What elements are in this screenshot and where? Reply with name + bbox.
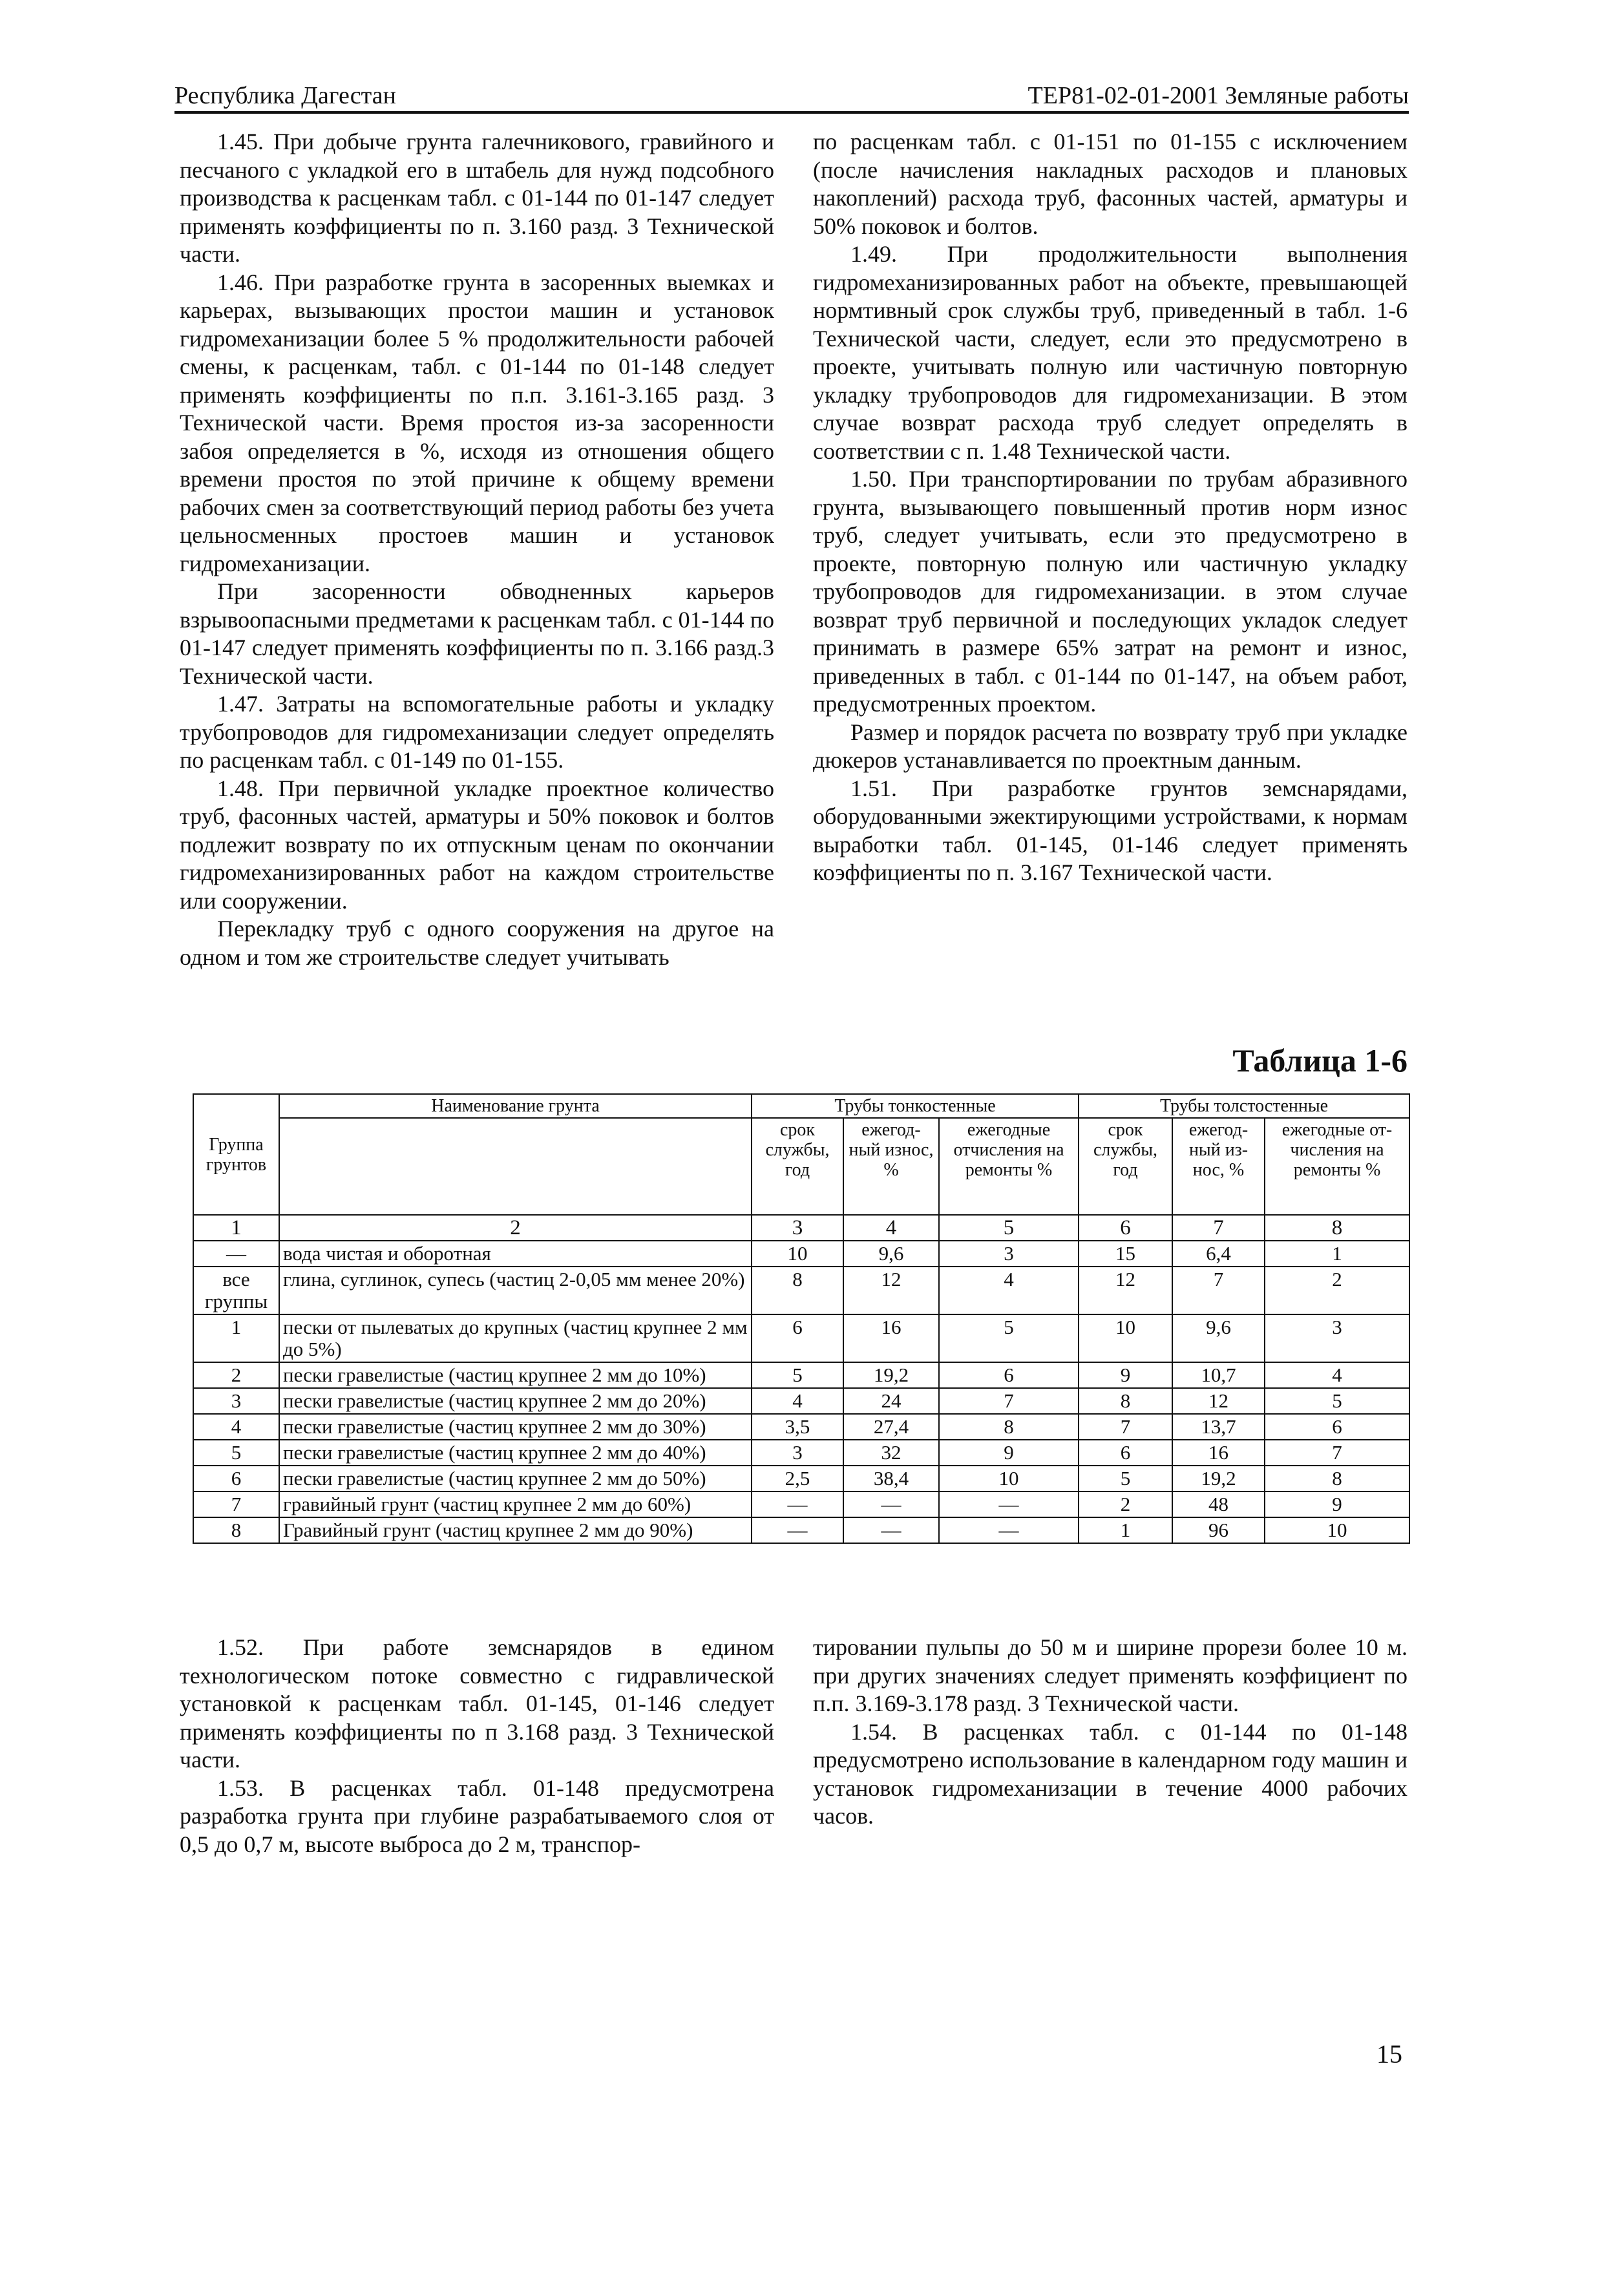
table-row (193, 1440, 1409, 1466)
value-cell: 38,4 (843, 1466, 939, 1491)
column-number: 2 (279, 1215, 752, 1241)
value-cell: 6 (939, 1362, 1079, 1388)
value-cell: 15 (1079, 1241, 1172, 1267)
value-cell: 9 (1265, 1491, 1409, 1517)
head-name: Наименование грунта (279, 1094, 752, 1118)
head-thick-pipes: Трубы толстостенные (1079, 1094, 1409, 1118)
value-cell: 9,6 (843, 1241, 939, 1267)
table-row (193, 1388, 1409, 1414)
value-cell: 3 (752, 1440, 843, 1466)
value-cell: 2 (1265, 1267, 1409, 1314)
soil-group-cell: 2 (193, 1362, 279, 1388)
value-cell: 10 (1079, 1314, 1172, 1362)
value-cell: — (752, 1491, 843, 1517)
value-cell: 4 (939, 1267, 1079, 1314)
value-cell: 10 (939, 1466, 1079, 1491)
value-cell: 4 (752, 1388, 843, 1414)
head-thick-repair: ежегодные от-числения на ремонты % (1265, 1118, 1409, 1215)
soil-group-cell: 3 (193, 1388, 279, 1414)
paragraph-1-50-cont: Размер и порядок расчета по возврату труб при укладке дюкеров устанавливается по проектным данным. (813, 719, 1407, 773)
value-cell: 8 (1079, 1388, 1172, 1414)
soil-name-cell: глина, суглинок, супесь (частиц 2-0,05 мм менее 20%) (279, 1267, 752, 1314)
value-cell: 7 (1172, 1267, 1265, 1314)
text-column-top-left (180, 128, 774, 971)
table-row (193, 1517, 1409, 1543)
soil-name-cell: Гравийный грунт (частиц крупнее 2 мм до 90%) (279, 1517, 752, 1543)
value-cell: 2 (1079, 1491, 1172, 1517)
column-number: 3 (752, 1215, 843, 1241)
value-cell: 9 (1079, 1362, 1172, 1388)
value-cell: 16 (843, 1314, 939, 1362)
head-name-blank (279, 1118, 752, 1215)
soil-group-cell: — (193, 1241, 279, 1267)
value-cell: 6 (1079, 1440, 1172, 1466)
value-cell: 3 (939, 1241, 1079, 1267)
value-cell: — (752, 1517, 843, 1543)
value-cell: 4 (1265, 1362, 1409, 1388)
column-number: 7 (1172, 1215, 1265, 1241)
text-column-top-right (813, 128, 1407, 887)
value-cell: 16 (1172, 1440, 1265, 1466)
soil-name-cell: пески гравелистые (частиц крупнее 2 мм до 40%) (279, 1440, 752, 1466)
paragraph-1-46: 1.46. При разработке грунта в засоренных выемках и карьерах, вызывающих простои машин и установок гидромеханизации более 5 % продолжительности рабочей смены, к расценкам, табл. с 01-144 по 01-148 следует применять коэффициенты по п.п. 3.161-3.165 разд. 3 Технической части. Время простоя из-за засоренности забоя определяется в %, исходя из отношения общего времени простоя по этой причине к общему времени рабочих смен за соответствующий период работы без учета цельносменных простоев машин и установок гидромеханизации. (180, 269, 774, 576)
value-cell: 2,5 (752, 1466, 843, 1491)
value-cell: — (843, 1517, 939, 1543)
table-row (193, 1491, 1409, 1517)
running-header (174, 72, 1409, 114)
header-region: Республика Дагестан (174, 82, 396, 109)
soil-group-cell: 5 (193, 1440, 279, 1466)
value-cell: 12 (1172, 1388, 1265, 1414)
head-thick-life: срок службы, год (1079, 1118, 1172, 1215)
soil-name-cell: пески гравелистые (частиц крупнее 2 мм до 30%) (279, 1414, 752, 1440)
column-number: 1 (193, 1215, 279, 1241)
column-number: 6 (1079, 1215, 1172, 1241)
table-body (193, 1241, 1409, 1543)
paragraph-1-46-cont: При засоренности обводненных карьеров взрывоопасными предметами к расценкам табл. с 01-144 по 01-147 следует применять коэффициенты по п. 3.166 разд.3 Технической части. (180, 578, 774, 689)
soil-group-cell: 6 (193, 1466, 279, 1491)
value-cell: 6,4 (1172, 1241, 1265, 1267)
value-cell: 7 (1079, 1414, 1172, 1440)
paragraph-1-48-end: по расценкам табл. с 01-151 по 01-155 с исключением (после начисления накладных расходов и плановых накоплений) расхода труб, фасонных частей, арматуры и 50% поковок и болтов. (813, 129, 1407, 239)
paragraph-1-45: 1.45. При добыче грунта галечникового, гравийного и песчаного с укладкой его в штабель для нужд подсобного производства к расценкам табл. с 01-144 по 01-147 следует применять коэффициенты по п. 3.160 разд. 3 Технической части. (180, 129, 774, 267)
table-row (193, 1362, 1409, 1388)
paragraph-1-53-end: тировании пульпы до 50 м и ширине прорези более 10 м. при других значениях следует применять коэффициент по п.п. 3.169-3.178 разд. 3 Технической части. (813, 1634, 1407, 1716)
value-cell: 9 (939, 1440, 1079, 1466)
value-cell: 6 (1265, 1414, 1409, 1440)
value-cell: 5 (1265, 1388, 1409, 1414)
paragraph-1-54: 1.54. В расценках табл. с 01-144 по 01-148 предусмотрено использование в календарном году машин и установок гидромеханизации в течение 4000 рабочих часов. (813, 1718, 1407, 1829)
paragraph-1-50: 1.50. При транспортировании по трубам абразивного грунта, вызывающего повышенный против норм износ труб, следует учитывать, если это предусмотрено в проекте, повторную полную или частичную укладку трубопроводов для гидромеханизации. в этом случае возврат труб первичной и последующих укладок следует принимать в размере 65% затрат на ремонт и износ, приведенных в табл. с 01-144 по 01-147, на объем работ, предусмотренных проектом. (813, 466, 1407, 717)
table-row (193, 1314, 1409, 1362)
header-document-code: ТЕР81-02-01-2001 Земляные работы (1028, 82, 1409, 109)
soil-name-cell: гравийный грунт (частиц крупнее 2 мм до 60%) (279, 1491, 752, 1517)
paragraph-1-52: 1.52. При работе земснарядов в едином технологическом потоке совместно с гидравлической установкой к расценкам табл. 01-145, 01-146 следует применять коэффициенты по п 3.168 разд. 3 Технической части. (180, 1634, 774, 1773)
soil-group-cell: 1 (193, 1314, 279, 1362)
value-cell: 9,6 (1172, 1314, 1265, 1362)
value-cell: 10,7 (1172, 1362, 1265, 1388)
soil-name-cell: пески гравелистые (частиц крупнее 2 мм до 20%) (279, 1388, 752, 1414)
value-cell: 1 (1079, 1517, 1172, 1543)
value-cell: 24 (843, 1388, 939, 1414)
value-cell: 27,4 (843, 1414, 939, 1440)
value-cell: 19,2 (1172, 1466, 1265, 1491)
value-cell: 32 (843, 1440, 939, 1466)
paragraph-1-51: 1.51. При разработке грунтов земснарядами, оборудованными эжектирующими устройствами, к нормам выработки табл. 01-145, 01-146 следует применять коэффициенты по п. 3.167 Технической части. (813, 775, 1407, 885)
table-row (193, 1414, 1409, 1440)
value-cell: 7 (939, 1388, 1079, 1414)
column-number: 4 (843, 1215, 939, 1241)
soil-name-cell: вода чистая и оборотная (279, 1241, 752, 1267)
soil-group-cell: 8 (193, 1517, 279, 1543)
value-cell: — (939, 1517, 1079, 1543)
value-cell: 8 (752, 1267, 843, 1314)
table-row (193, 1267, 1409, 1314)
soil-name-cell: пески от пылеватых до крупных (частиц крупнее 2 мм до 5%) (279, 1314, 752, 1362)
value-cell: 8 (1265, 1466, 1409, 1491)
text-column-bottom-right (813, 1634, 1407, 1831)
column-number-row (193, 1215, 1409, 1241)
column-number: 5 (939, 1215, 1079, 1241)
value-cell: 13,7 (1172, 1414, 1265, 1440)
paragraph-1-47: 1.47. Затраты на вспомогательные работы и укладку трубопроводов для гидромеханизации следует определять по расценкам табл. с 01-149 по 01-155. (180, 691, 774, 773)
table-row (193, 1241, 1409, 1267)
head-thin-pipes: Трубы тонкостенные (752, 1094, 1079, 1118)
head-group: Группа грунтов (193, 1094, 279, 1215)
head-thick-wear: ежегод-ный из-нос, % (1172, 1118, 1265, 1215)
value-cell: 6 (752, 1314, 843, 1362)
value-cell: 12 (1079, 1267, 1172, 1314)
column-number: 8 (1265, 1215, 1409, 1241)
value-cell: 10 (1265, 1517, 1409, 1543)
value-cell: 1 (1265, 1241, 1409, 1267)
paragraph-1-49: 1.49. При продолжительности выполнения гидромеханизированных работ на объекте, превышающей нормтивный срок службы труб, приведенный в табл. 1-6 Технической части, следует, если это предусмотрено в проекте, учитывать полную или частичную повторную укладку трубопроводов для гидромеханизации. В этом случае возврат расхода труб следует определять в соответствии с п. 1.48 Технической части. (813, 241, 1407, 464)
head-thin-wear: ежегод-ный износ, % (843, 1118, 939, 1215)
table-row (193, 1466, 1409, 1491)
text-column-bottom-left (180, 1634, 774, 1859)
value-cell: — (939, 1491, 1079, 1517)
soil-group-cell: все группы (193, 1267, 279, 1314)
soil-group-cell: 7 (193, 1491, 279, 1517)
paragraph-1-48: 1.48. При первичной укладке проектное количество труб, фасонных частей, арматуры и 50% поковок и болтов подлежит возврату по их отпускным ценам по окончании гидромеханизированных работ на каждом строительстве или сооружении. (180, 775, 774, 914)
value-cell: 8 (939, 1414, 1079, 1440)
head-thin-life: срок службы, год (752, 1118, 843, 1215)
value-cell: 48 (1172, 1491, 1265, 1517)
head-thin-repair: ежегодные отчисления на ремонты % (939, 1118, 1079, 1215)
value-cell: 3 (1265, 1314, 1409, 1362)
value-cell: 5 (752, 1362, 843, 1388)
soil-name-cell: пески гравелистые (частиц крупнее 2 мм до 10%) (279, 1362, 752, 1388)
paragraph-1-48-cont: Перекладку труб с одного сооружения на другое на одном и том же строительстве следует учитывать (180, 916, 774, 970)
value-cell: 12 (843, 1267, 939, 1314)
table-caption: Таблица 1-6 (1232, 1042, 1407, 1079)
soil-name-cell: пески гравелистые (частиц крупнее 2 мм до 50%) (279, 1466, 752, 1491)
pipe-service-table (193, 1093, 1410, 1544)
soil-group-cell: 4 (193, 1414, 279, 1440)
value-cell: 10 (752, 1241, 843, 1267)
value-cell: 19,2 (843, 1362, 939, 1388)
page-number: 15 (1376, 2039, 1402, 2069)
paragraph-1-53: 1.53. В расценках табл. 01-148 предусмотрена разработка грунта при глубине разрабатываемого слоя от 0,5 до 0,7 м, высоте выброса до 2 м, транспор- (180, 1775, 774, 1857)
value-cell: 96 (1172, 1517, 1265, 1543)
value-cell: — (843, 1491, 939, 1517)
value-cell: 5 (939, 1314, 1079, 1362)
value-cell: 3,5 (752, 1414, 843, 1440)
value-cell: 5 (1079, 1466, 1172, 1491)
value-cell: 7 (1265, 1440, 1409, 1466)
